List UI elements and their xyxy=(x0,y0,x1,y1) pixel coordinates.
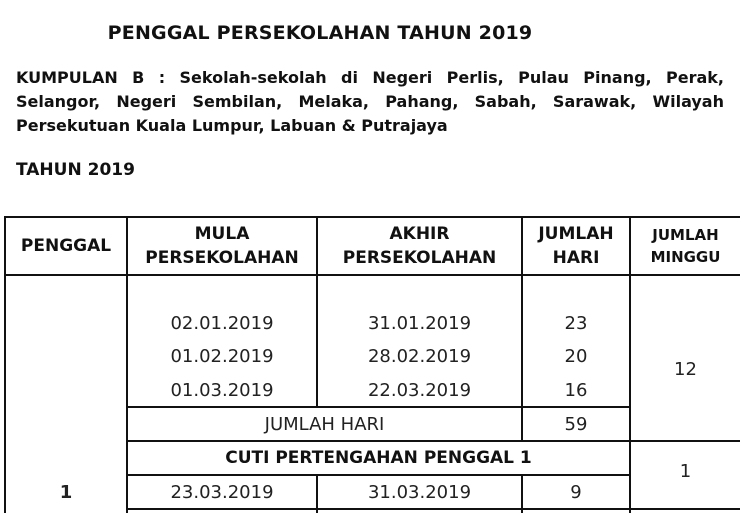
table-row-1-akhir xyxy=(318,308,521,338)
table-row-2-akhir xyxy=(318,341,521,371)
header-jumlah-minggu xyxy=(631,218,740,274)
header-minggu-line2: MINGGU xyxy=(650,248,721,266)
cell-text: 1 xyxy=(679,460,692,482)
header-hari-line1: JUMLAH xyxy=(538,224,614,244)
header-akhir xyxy=(318,218,521,274)
header-hari-line2: HARI xyxy=(552,248,600,268)
year-label: TAHUN 2019 xyxy=(16,160,135,180)
header-mula-line2: PERSEKOLAHAN xyxy=(145,248,299,268)
cell-text: 12 xyxy=(674,358,697,380)
penggal-number xyxy=(6,476,126,508)
jumlah-hari-value xyxy=(523,408,629,440)
cell-text: 28.02.2019 xyxy=(367,345,472,367)
table-row-3-mula xyxy=(128,375,316,405)
table-row-3-hari xyxy=(523,375,629,405)
group-description: KUMPULAN B : Sekolah-sekolah di Negeri Perlis, Pulau Pinang, Perak, Selangor, Negeri Sembilan, Melaka, Pahang, Sabah, Sarawak, Wilayah Persekutuan Kuala Lumpur, Labuan & Putrajaya xyxy=(16,68,724,135)
header-jumlah-hari xyxy=(523,218,629,274)
cell-text: 59 xyxy=(564,413,588,435)
header-mula xyxy=(128,218,316,274)
header-penggal-text: PENGGAL xyxy=(20,236,112,256)
cuti-row-hari xyxy=(523,476,629,508)
cell-text: 23 xyxy=(564,312,588,334)
minggu-cuti-value xyxy=(631,442,740,508)
cuti-label xyxy=(128,442,629,474)
cuti-row-mula xyxy=(128,476,316,508)
cell-text: 31.03.2019 xyxy=(367,481,472,503)
table-row-1-hari xyxy=(523,308,629,338)
table-bottom-line xyxy=(126,508,740,510)
cuti-row-akhir xyxy=(318,476,521,508)
header-penggal xyxy=(6,218,126,274)
table-row-3-akhir xyxy=(318,375,521,405)
cell-text: CUTI PERTENGAHAN PENGGAL 1 xyxy=(225,448,532,468)
cell-text: 01.02.2019 xyxy=(170,345,274,367)
cell-text: 31.01.2019 xyxy=(367,312,472,334)
cell-text: 23.03.2019 xyxy=(170,481,274,503)
table-row-2-hari xyxy=(523,341,629,371)
cell-text: 02.01.2019 xyxy=(170,312,274,334)
cell-text: 22.03.2019 xyxy=(367,379,472,401)
minggu-term-value xyxy=(631,276,740,440)
header-akhir-line1: AKHIR xyxy=(389,224,450,244)
page-title: PENGGAL PERSEKOLAHAN TAHUN 2019 xyxy=(107,22,533,44)
cell-text: 9 xyxy=(570,481,582,503)
cell-text: JUMLAH HARI xyxy=(264,413,385,435)
jumlah-hari-label xyxy=(128,408,521,440)
cell-text: 1 xyxy=(59,481,73,503)
header-akhir-line2: PERSEKOLAHAN xyxy=(342,248,497,268)
header-mula-line1: MULA xyxy=(194,224,250,244)
header-minggu-line1: JUMLAH xyxy=(652,226,719,244)
term-table xyxy=(4,216,740,513)
table-row-2-mula xyxy=(128,341,316,371)
cell-text: 20 xyxy=(564,345,588,367)
cell-text: 01.03.2019 xyxy=(170,379,274,401)
cell-text: 16 xyxy=(564,379,588,401)
table-row-1-mula xyxy=(128,308,316,338)
